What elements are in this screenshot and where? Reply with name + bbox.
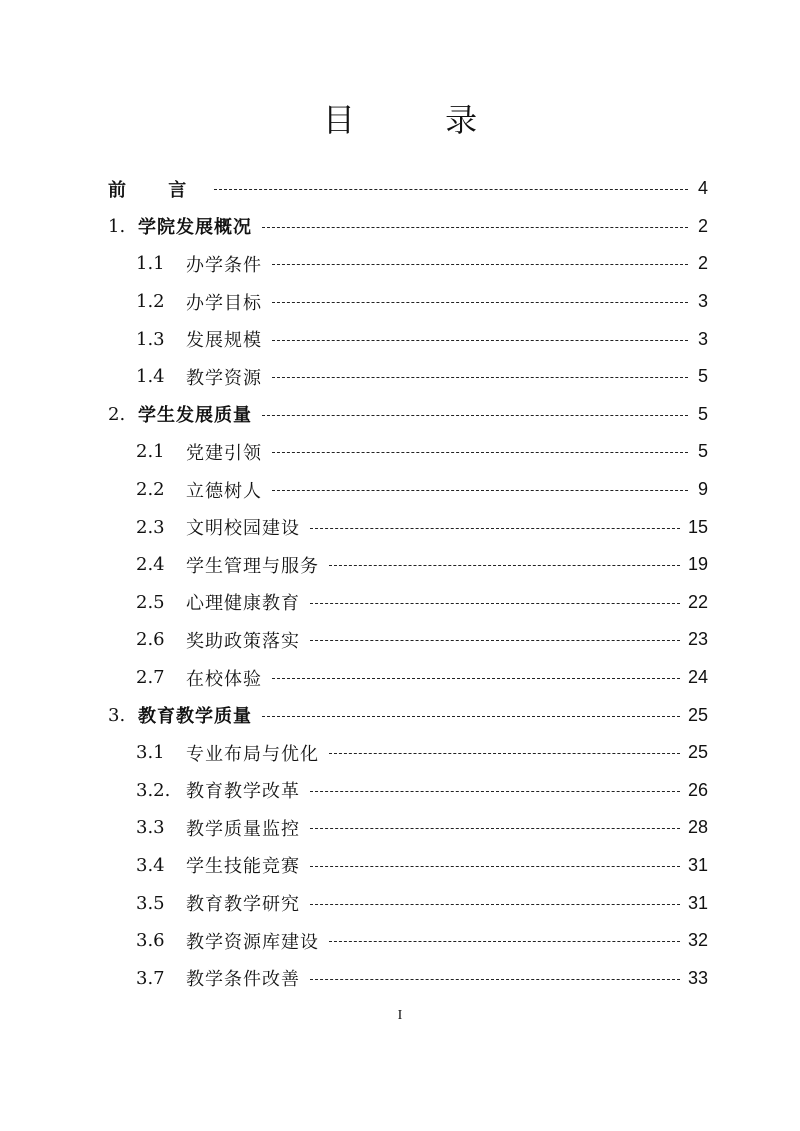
toc-entry[interactable] <box>108 396 708 434</box>
toc-entry-label: 专业布局与优化 <box>186 743 319 765</box>
toc-entry-number: 3.2. <box>136 779 171 801</box>
toc-entry-label: 教育教学质量 <box>138 706 252 728</box>
toc-entry[interactable] <box>108 546 708 584</box>
toc-entry-label: 立德树人 <box>186 480 262 502</box>
toc-entry[interactable] <box>108 696 708 734</box>
toc-entry-page: 22 <box>687 591 708 612</box>
toc-entry-label: 党建引领 <box>186 442 262 464</box>
dot-leader <box>262 227 688 228</box>
toc-entry-page: 9 <box>697 479 708 500</box>
toc-entry[interactable] <box>108 959 708 997</box>
toc-entry[interactable] <box>108 659 708 697</box>
toc-entry-number: 3.3 <box>136 817 165 839</box>
dot-leader <box>272 452 688 453</box>
toc-entry-label: 学生技能竞赛 <box>186 856 300 878</box>
toc-entry[interactable] <box>108 320 708 358</box>
toc-entry-page: 19 <box>687 554 708 575</box>
toc-entry-page: 5 <box>697 366 708 387</box>
toc-entry-label: 教学资源库建设 <box>186 931 319 953</box>
toc-entry-label: 教育教学研究 <box>186 894 300 916</box>
toc-entry-page: 5 <box>697 403 708 424</box>
toc-entry-label: 学院发展概况 <box>138 217 252 239</box>
toc-entry-number: 2.7 <box>136 667 165 689</box>
page-number: I <box>397 1008 403 1023</box>
dot-leader <box>329 565 680 566</box>
toc-entry[interactable] <box>108 809 708 847</box>
dot-leader <box>272 302 688 303</box>
dot-leader <box>272 490 688 491</box>
toc-entry-page: 32 <box>687 930 708 951</box>
dot-leader <box>214 189 688 190</box>
toc-entry-label: 教学资源 <box>186 367 262 389</box>
toc-entry-number: 3.4 <box>136 854 165 876</box>
toc-entry-label: 文明校园建设 <box>186 518 300 540</box>
toc-entry-page: 5 <box>697 441 708 462</box>
dot-leader <box>272 264 688 265</box>
toc-entry-page: 33 <box>687 967 708 988</box>
toc-entry-page: 31 <box>687 892 708 913</box>
toc-entry-page: 23 <box>687 629 708 650</box>
toc-entry-page: 3 <box>697 291 708 312</box>
dot-leader <box>262 716 680 717</box>
toc-entry[interactable] <box>108 847 708 885</box>
toc-entry-label: 教学质量监控 <box>186 818 300 840</box>
dot-leader <box>262 415 688 416</box>
dot-leader <box>310 828 680 829</box>
toc-title: 目 录 <box>322 101 518 139</box>
toc-entry-page: 26 <box>687 779 708 800</box>
toc-entry-number: 3.5 <box>136 892 165 914</box>
toc-entry-page: 25 <box>687 704 708 725</box>
toc-entry-number: 1.2 <box>136 291 165 313</box>
toc-entry-label: 办学目标 <box>186 292 262 314</box>
toc-entry-page: 2 <box>697 215 708 236</box>
toc-entry-number: 2.2 <box>136 479 165 501</box>
toc-entry-number: 2.5 <box>136 591 165 613</box>
toc-entry-page: 3 <box>697 328 708 349</box>
toc-entry-number: 2. <box>108 403 126 425</box>
dot-leader <box>310 904 680 905</box>
toc-entry[interactable] <box>108 772 708 810</box>
dot-leader <box>310 979 680 980</box>
dot-leader <box>272 377 688 378</box>
dot-leader <box>329 753 680 754</box>
dot-leader <box>310 528 680 529</box>
toc-entry-page: 4 <box>697 178 708 199</box>
toc-entry[interactable] <box>108 922 708 960</box>
toc-entry-number: 1.1 <box>136 253 165 275</box>
toc-entry-page: 28 <box>687 817 708 838</box>
toc-entry[interactable] <box>108 245 708 283</box>
toc-entry-page: 15 <box>687 516 708 537</box>
toc-entry-number: 3. <box>108 704 126 726</box>
toc-entry-label: 学生管理与服务 <box>186 555 319 577</box>
toc-entry-label: 教育教学改革 <box>186 781 300 803</box>
toc-entry-page: 2 <box>697 253 708 274</box>
toc-entry-number: 2.4 <box>136 554 165 576</box>
toc-entry-label: 办学条件 <box>186 254 262 276</box>
toc-entry-page: 31 <box>687 854 708 875</box>
toc-entry-label: 心理健康教育 <box>186 593 300 615</box>
toc-entry-number: 3.6 <box>136 930 165 952</box>
toc-entry-label: 前 言 <box>108 179 205 201</box>
toc-entry-number: 2.6 <box>136 629 165 651</box>
toc-entry[interactable] <box>108 508 708 546</box>
toc-entry[interactable] <box>108 433 708 471</box>
toc-entry[interactable] <box>108 734 708 772</box>
toc-entry-page: 24 <box>687 667 708 688</box>
toc-entry-page: 25 <box>687 742 708 763</box>
toc-entry-label: 学生发展质量 <box>138 405 252 427</box>
dot-leader <box>310 866 680 867</box>
dot-leader <box>329 941 680 942</box>
toc-entry-number: 2.3 <box>136 516 165 538</box>
dot-leader <box>310 640 680 641</box>
toc-entry[interactable] <box>108 584 708 622</box>
dot-leader <box>272 678 680 679</box>
toc-entry-number: 1.4 <box>136 366 165 388</box>
toc-entry-label: 奖助政策落实 <box>186 630 300 652</box>
toc-entry[interactable] <box>108 471 708 509</box>
toc-entry-number: 1. <box>108 215 126 237</box>
dot-leader <box>272 340 688 341</box>
toc-entry[interactable] <box>108 621 708 659</box>
toc-entry-number: 2.1 <box>136 441 165 463</box>
toc-entry[interactable] <box>108 358 708 396</box>
toc-entry[interactable] <box>108 884 708 922</box>
toc-entry-label: 教学条件改善 <box>186 969 300 991</box>
toc-entry[interactable] <box>108 283 708 321</box>
dot-leader <box>310 603 680 604</box>
toc-entry[interactable] <box>108 170 708 208</box>
toc-entry-number: 1.3 <box>136 328 165 350</box>
table-of-contents <box>108 170 708 997</box>
toc-entry-number: 3.1 <box>136 742 165 764</box>
toc-entry-label: 在校体验 <box>186 668 262 690</box>
dot-leader <box>310 791 680 792</box>
toc-entry[interactable] <box>108 208 708 246</box>
toc-entry-label: 发展规模 <box>186 330 262 352</box>
toc-entry-number: 3.7 <box>136 967 165 989</box>
